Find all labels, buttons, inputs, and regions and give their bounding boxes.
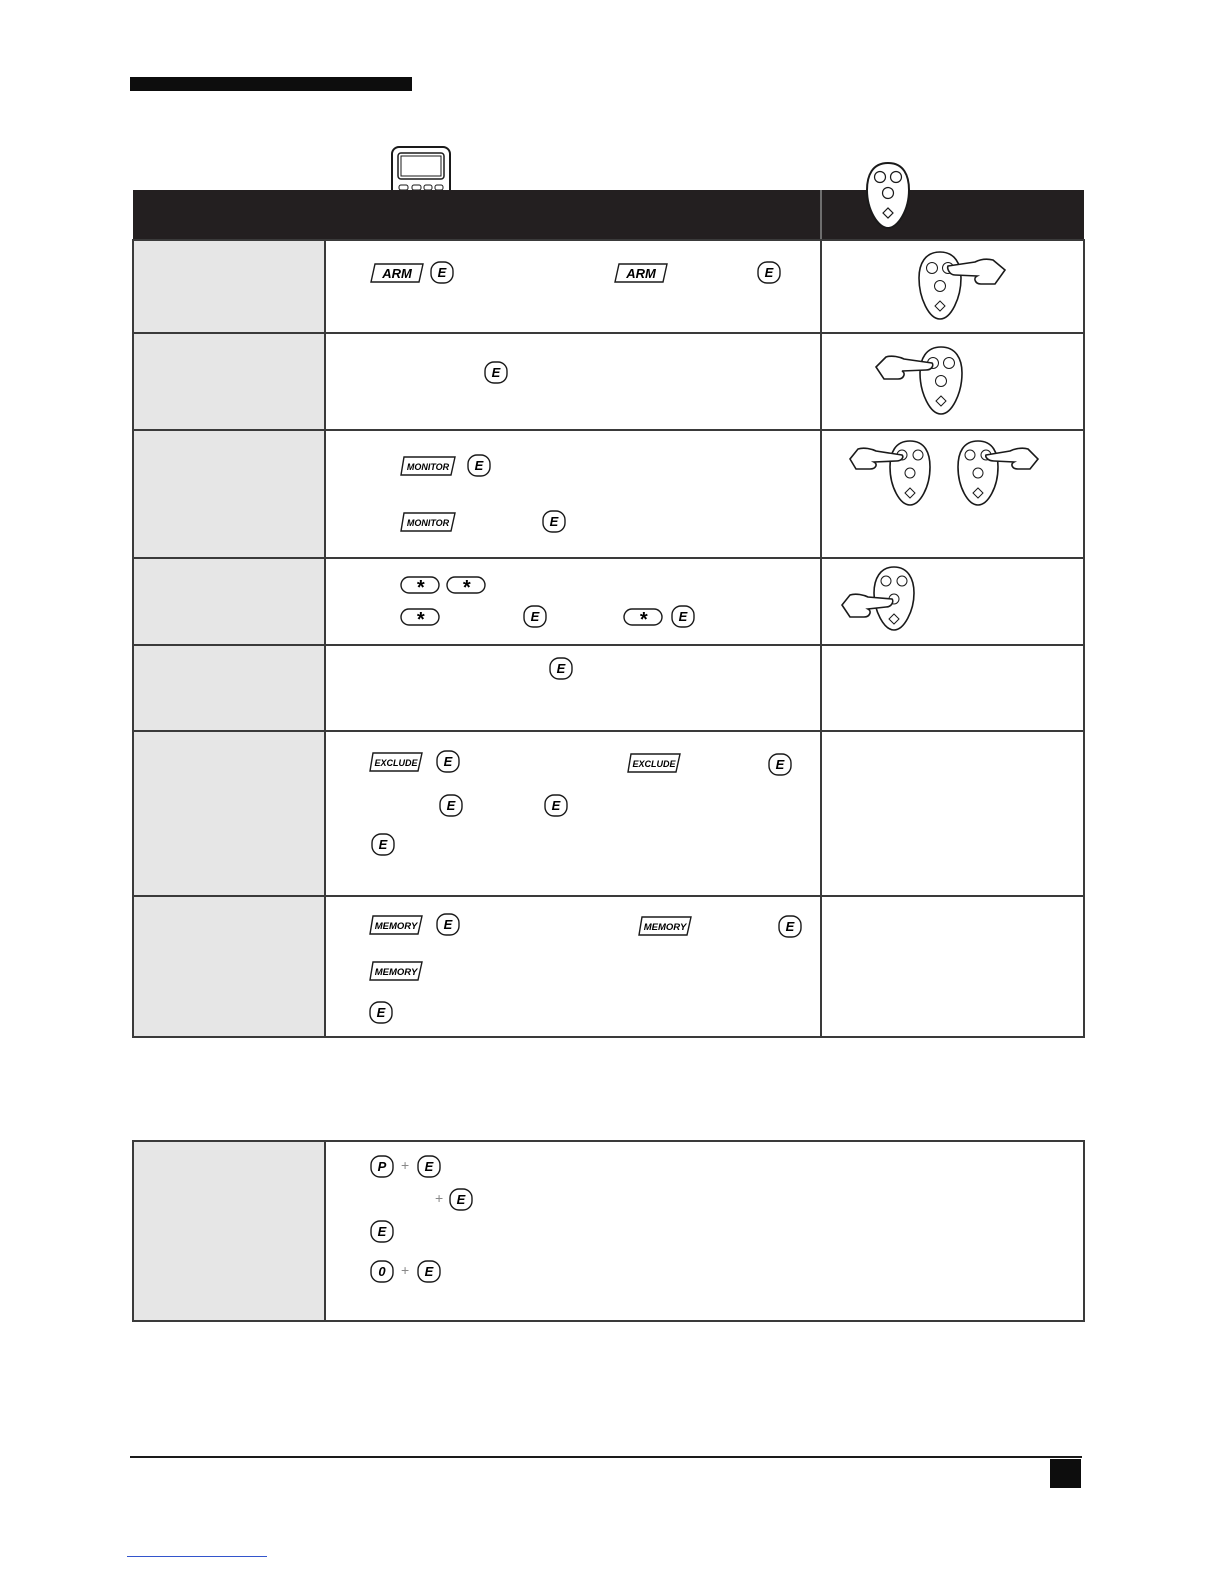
svg-text:E: E (530, 609, 540, 624)
e-key (435, 912, 461, 937)
plus-sign: + (435, 1190, 444, 1206)
remote-panic-press-icon (840, 565, 920, 633)
memory-key (368, 914, 424, 936)
remote-arm-press-left-icon (874, 343, 966, 419)
exclude-key (626, 752, 682, 774)
svg-text:E: E (474, 458, 484, 473)
svg-text:0: 0 (378, 1264, 386, 1279)
footer-link-underline[interactable] (127, 1556, 267, 1557)
svg-text:E: E (443, 754, 453, 769)
svg-text:*: * (639, 609, 647, 627)
footer-rule (130, 1456, 1082, 1458)
svg-text:E: E (491, 365, 501, 380)
section-title-bar (130, 77, 412, 91)
svg-text:E: E (549, 514, 559, 529)
star-key (399, 607, 441, 627)
e-key (522, 604, 548, 629)
e-key (370, 832, 396, 857)
svg-text:E: E (424, 1159, 434, 1174)
svg-text:*: * (416, 577, 424, 595)
svg-text:E: E (678, 609, 688, 624)
star-key (622, 607, 664, 627)
e-key (435, 749, 461, 774)
e-key (448, 1187, 474, 1212)
svg-text:ARM: ARM (626, 266, 656, 281)
svg-text:MONITOR: MONITOR (406, 462, 450, 472)
svg-text:MEMORY: MEMORY (374, 967, 418, 978)
e-key (369, 1219, 395, 1244)
e-key (767, 752, 793, 777)
remote-monitor-press-icon (848, 437, 1042, 509)
svg-text:E: E (556, 661, 566, 676)
e-key (541, 509, 567, 534)
star-key (445, 575, 487, 595)
star-key (399, 575, 441, 595)
svg-text:E: E (551, 798, 561, 813)
svg-text:E: E (443, 917, 453, 932)
svg-text:E: E (424, 1264, 434, 1279)
svg-text:E: E (785, 919, 795, 934)
plus-sign: + (401, 1157, 410, 1173)
page-number-box (1050, 1459, 1081, 1488)
monitor-key (399, 455, 457, 477)
svg-text:E: E (775, 757, 785, 772)
remote-fob-icon (864, 160, 912, 232)
svg-text:E: E (437, 265, 447, 280)
svg-text:P: P (377, 1159, 387, 1174)
header-divider (820, 190, 822, 239)
e-key (670, 604, 696, 629)
e-key (466, 453, 492, 478)
e-key (416, 1259, 442, 1284)
row-label-column (134, 241, 326, 1036)
svg-text:MEMORY: MEMORY (643, 922, 687, 933)
svg-text:E: E (446, 798, 456, 813)
svg-text:E: E (377, 1224, 387, 1239)
e-key (756, 260, 782, 285)
svg-text:EXCLUDE: EXCLUDE (632, 759, 676, 769)
svg-text:MONITOR: MONITOR (406, 518, 450, 528)
programming-label-cell (134, 1142, 326, 1320)
e-key (416, 1154, 442, 1179)
e-key (429, 260, 455, 285)
svg-text:*: * (416, 609, 424, 627)
remote-arm-press-icon (915, 248, 1010, 323)
table-header (133, 190, 1084, 239)
e-key (368, 1000, 394, 1025)
svg-text:E: E (378, 837, 388, 852)
svg-text:E: E (764, 265, 774, 280)
svg-text:EXCLUDE: EXCLUDE (374, 758, 418, 768)
plus-sign: + (401, 1262, 410, 1278)
e-key (777, 914, 803, 939)
svg-text:E: E (376, 1005, 386, 1020)
monitor-key (399, 511, 457, 533)
e-key (543, 793, 569, 818)
arm-key (369, 261, 425, 285)
p-key (369, 1154, 395, 1179)
svg-text:MEMORY: MEMORY (374, 921, 418, 932)
arm-key (613, 261, 669, 285)
remote-column-divider (820, 241, 822, 1036)
svg-text:ARM: ARM (382, 266, 412, 281)
e-key (548, 656, 574, 681)
memory-key (368, 960, 424, 982)
svg-text:*: * (462, 577, 470, 595)
memory-key (637, 915, 693, 937)
e-key (483, 360, 509, 385)
e-key (438, 793, 464, 818)
svg-text:E: E (456, 1192, 466, 1207)
exclude-key (368, 751, 424, 773)
zero-key (369, 1259, 395, 1284)
